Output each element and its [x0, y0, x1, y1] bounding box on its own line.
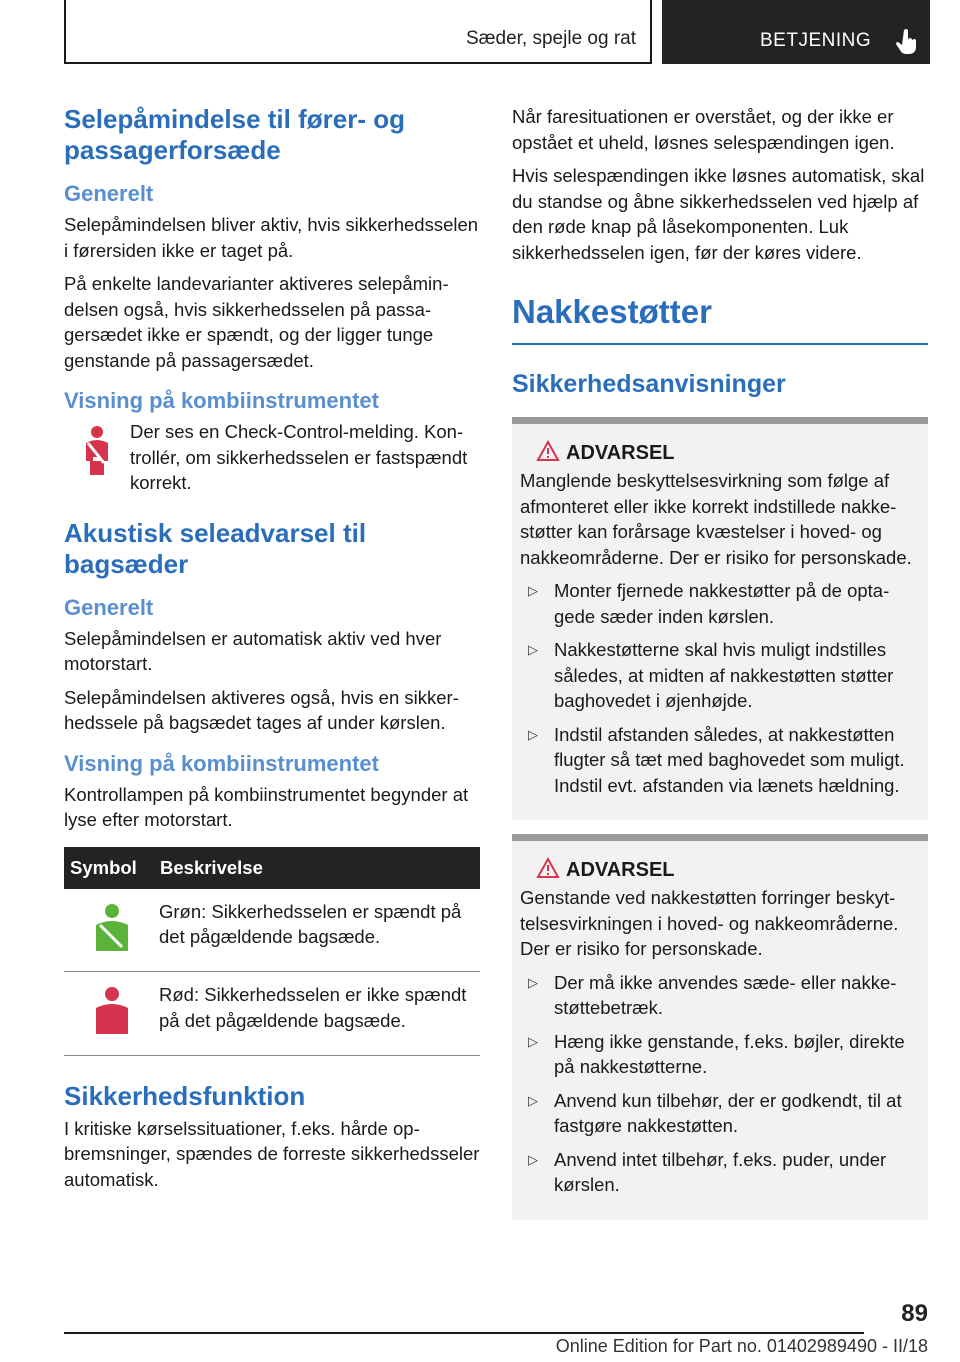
- display-text: Der ses en Check-Control-melding. Kontrollér, om sikkerhedsselen er fastspændt korrekt.: [130, 421, 468, 493]
- warning-triangle-icon: [536, 857, 560, 879]
- list-item: ▷ Nakkestøtterne skal hvis muligt indstilles således, at midten af nakkestøtten støtter baghovedet i øjenhøjde.: [520, 637, 920, 714]
- display-note: [64, 419, 480, 496]
- chapter-title: BETJENING: [760, 30, 872, 51]
- subheading-safety-notes: Sikkerhedsanvisninger: [512, 370, 786, 398]
- warning-label: ADVARSEL: [566, 442, 675, 464]
- chapter-heading-headrests: Nakkestøtter: [512, 291, 928, 345]
- column-header-description: Beskrivelse: [159, 847, 480, 889]
- subheading-general: Generelt: [64, 181, 154, 206]
- seatbelt-unfastened-red-icon: [92, 986, 132, 1036]
- table-header: [64, 847, 480, 889]
- paragraph: Selepåmindelsen aktiveres også, hvis en sikkerhedssele på bagsædet tages af under kørslen.: [64, 686, 459, 733]
- table-cell: Grøn: Sikkerhedsselen er spændt på det pågældende bagsæde.: [159, 889, 480, 972]
- table-row: [64, 889, 480, 972]
- warning-text: Manglende beskyttelsesvirkning som følge af afmonteret eller ikke korrekt indstillede nakkestøtter kan forårsage kvæstelser i hoved- og nakkeområderne. Der er risiko for personskade.: [520, 470, 912, 568]
- seatbelt-warning-icon: [82, 423, 112, 477]
- footer-divider: [64, 1332, 864, 1334]
- subheading-general: Generelt: [64, 594, 154, 620]
- paragraph: På enkelte landevarianter aktiveres selepåmindelsen også, hvis sikkerhedsselen på passagersædet ikke er spændt, og der ligger tunge genstande på passagersædet.: [64, 273, 449, 371]
- list-item: ▷ Anvend intet tilbehør, f.eks. puder, under kørslen.: [520, 1147, 920, 1198]
- table-row: [64, 972, 480, 1056]
- warning-box: [512, 834, 928, 1220]
- left-column: [64, 104, 480, 1200]
- list-item: ▷ Der må ikke anvendes sæde- eller nakkestøttebetræk.: [520, 970, 920, 1021]
- edition-text: Online Edition for Part no. 01402989490 - II/18: [555, 1336, 928, 1356]
- section-tab: [64, 0, 652, 64]
- subheading-display: Visning på kombiinstrumentet: [64, 388, 379, 413]
- page-number: 89: [901, 1300, 928, 1327]
- paragraph: Kontrollampen på kombiinstrumentet begynder at lyse efter motorstart.: [64, 783, 469, 830]
- warning-label: ADVARSEL: [566, 859, 675, 881]
- hand-pointer-icon: [896, 28, 918, 54]
- list-item: ▷ Anvend kun tilbehør, der er godkendt, til at fastgøre nakkestøtten.: [520, 1088, 920, 1139]
- list-item: ▷ Indstil afstanden således, at nakkestøtten flugter så tæt med baghovedet som muligt. Indstil evt. afstanden via lænets hældning.: [520, 722, 920, 799]
- right-column: [512, 104, 928, 1232]
- warning-box: [512, 417, 928, 820]
- column-header-symbol: Symbol: [64, 847, 159, 889]
- warning-triangle-icon: [536, 440, 560, 462]
- seatbelt-fastened-green-icon: [92, 903, 132, 953]
- section-title-seatbelt-reminder: Selepåmindelse til fører- og passagerforsæde: [64, 104, 405, 165]
- paragraph: I kritiske kørselssituationer, f.eks. hårde opbremsninger, spændes de forreste sikkerhedsseler automatisk.: [64, 1117, 480, 1190]
- paragraph: Når faresituationen er overstået, og der ikke er opstået et uheld, løsnes selespændingen igen.: [512, 106, 895, 153]
- subheading-display: Visning på kombiinstrumentet: [64, 750, 379, 776]
- section-title-safety-function: Sikkerhedsfunktion: [64, 1080, 306, 1111]
- page-header: [64, 0, 930, 64]
- paragraph: Selepåmindelsen bliver aktiv, hvis sikkerhedsselen i førersiden ikke er taget på.: [64, 214, 479, 261]
- section-title: Sæder, spejle og rat: [465, 28, 636, 49]
- symbol-table: [64, 847, 480, 1056]
- warning-text: Genstande ved nakkestøtten forringer beskyttelsesvirkningen i hoved- og nakkeområderne. Der er risiko for personskade.: [520, 887, 899, 959]
- section-title-rear-seat-warning: Akustisk seleadvarsel til bagsæder: [64, 517, 367, 579]
- chapter-tab: [662, 0, 930, 64]
- table-cell: Rød: Sikkerhedsselen er ikke spændt på det pågældende bagsæde.: [159, 972, 480, 1056]
- list-item: ▷ Monter fjernede nakkestøtter på de optagede sæder inden kørslen.: [520, 578, 920, 629]
- paragraph: Selepåmindelsen er automatisk aktiv ved hver motorstart.: [64, 627, 442, 674]
- list-item: ▷ Hæng ikke genstande, f.eks. bøjler, direkte på nakkestøtterne.: [520, 1029, 920, 1080]
- paragraph: Hvis selespændingen ikke løsnes automatisk, skal du standse og åbne sikkerhedsselen ved hjælp af den røde knap på låsekomponenten. Luk sikkerhedsselen igen, før der køres videre.: [512, 165, 925, 263]
